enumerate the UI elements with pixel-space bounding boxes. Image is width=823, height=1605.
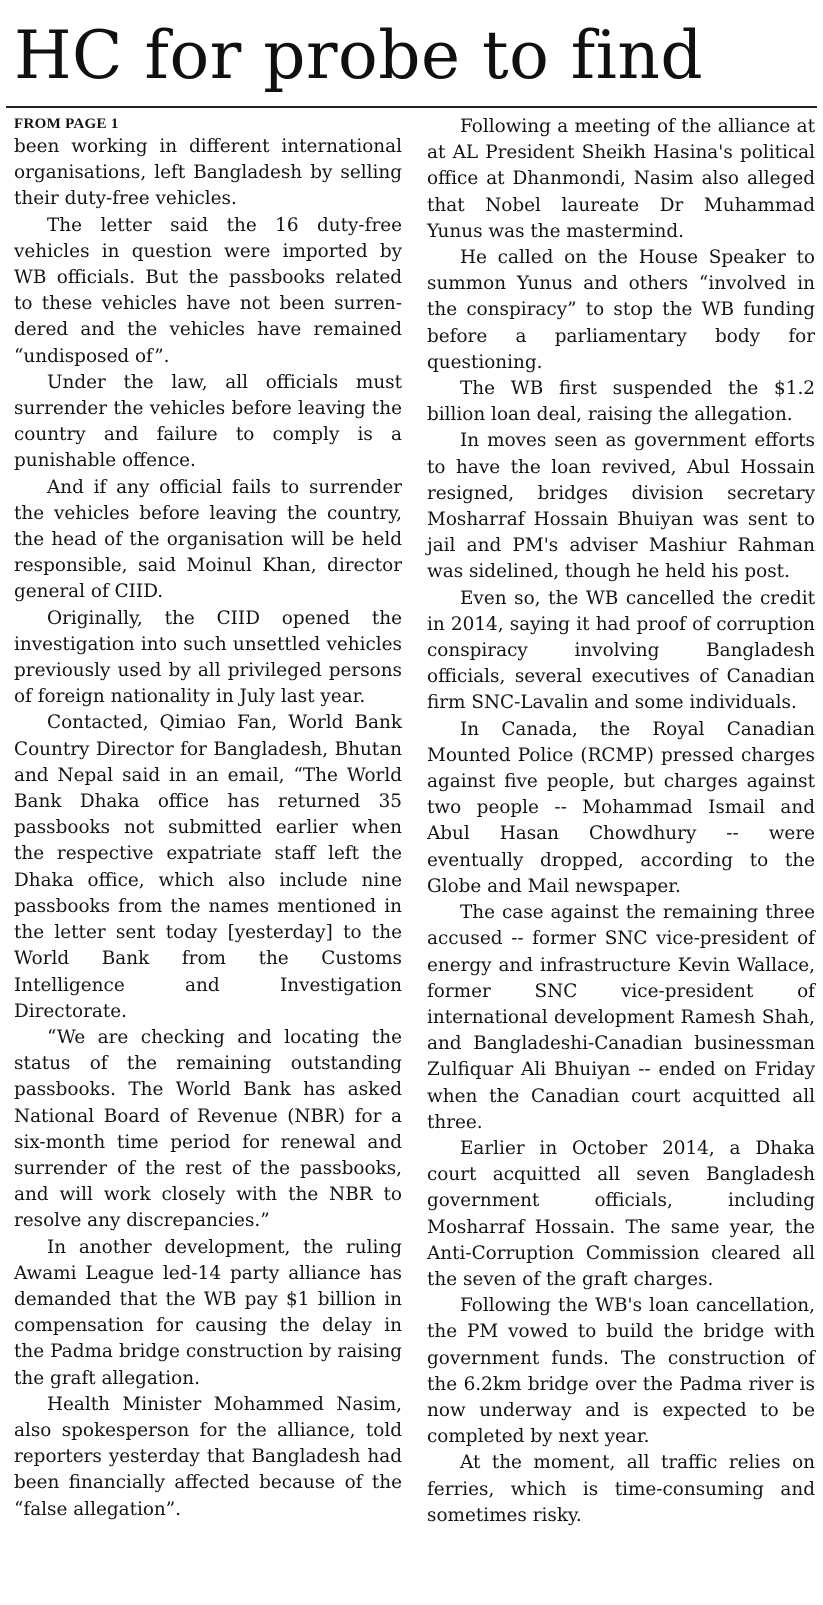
paragraph: Following a meeting of the alliance at at AL President Sheikh Hasina's political office at Dhanmondi, Nasim also alleged that Nobel laureate Dr Muhammad Yunus was the mastermind. [427,116,815,242]
paragraph: The letter said the 16 duty-free vehicles in question were imported by WB officials. But the passbooks related to these vehicles have not been surrendered and the vehicles have remained “undisposed of”. [14,214,402,367]
headline-rule [6,106,817,108]
paragraph: “We are checking and locating the status of the remaining outstanding passbooks. The World Bank has asked National Board of Revenue (NBR) for a six-month time period for renewal and surrender of the rest of the passbooks, and will work closely with the NBR to resolve any discrepancies.” [14,1026,402,1232]
column-left [14,114,402,1605]
paragraph: Originally, the CIID opened the investigation into such unsettled vehicles previously used by all privileged persons of foreign nationality in July last year. [14,607,402,708]
paragraph: In moves seen as government efforts to have the loan revived, Abul Hossain resigned, bridges division secretary Mosharraf Hossain Bhuiyan was sent to jail and PM's adviser Mashiur Rahman was sidelined, though he held his post. [427,430,815,583]
column-right [427,114,815,1605]
paragraph: At the moment, all traffic relies on ferries, which is time-consuming and sometimes risky. [427,1452,815,1526]
paragraph: In another development, the ruling Awami League led-14 party alliance has demanded that the WB pay $1 billion in compensation for causing the delay in the Padma bridge construction by raising the graft allegation. [14,1236,402,1389]
paragraph: He called on the House Speaker to summon Yunus and others “involved in the conspiracy” to stop the WB funding before a parliamentary body for questioning. [427,247,815,373]
paragraph: Earlier in October 2014, a Dhaka court acquitted all seven Bangladesh government officials, including Mosharraf Hossain. The same year, the Anti-Corruption Commission cleared all the seven of the graft charges. [427,1137,815,1290]
paragraph: And if any official fails to surrender the vehicles before leaving the country, the head of the organisation will be held responsible, said Moinul Khan, director general of CIID. [14,476,402,603]
paragraph: Health Minister Mohammed Nasim, also spokesperson for the alliance, told reporters yesterday that Bangladesh had been financially affected because of the “false allegation”. [14,1393,402,1520]
paragraph: Even so, the WB cancelled the credit in 2014, saying it had proof of corruption conspiracy involving Bangladesh officials, several executives of Canadian firm SNC-Lavalin and some individuals. [427,587,815,714]
paragraph: The case against the remaining three accused -- former SNC vice-president of energy and infrastructure Kevin Wallace, former SNC vice-president of international development Ramesh Shah, and Bangladeshi-Canadian businessman Zulfiquar Ali Bhuiyan -- ended on Friday when the Canadian court acquitted all three. [427,902,815,1133]
article-body [14,114,815,1605]
paragraph: Under the law, all officials must surrender the vehicles before leaving the country and failure to comply is a punishable offence. [14,371,402,472]
headline: HC for probe to find [14,17,704,94]
paragraph: The WB first suspended the $1.2 billion loan deal, raising the allegation. [427,378,815,426]
paragraph: Following the WB's loan cancellation, the PM vowed to build the bridge with government funds. The construction of the 6.2km bridge over the Padma river is now underway and is expected to be completed by next year. [427,1295,815,1448]
paragraph: Contacted, Qimiao Fan, World Bank Country Director for Bangladesh, Bhutan and Nepal said in an email, “The World Bank Dhaka office has returned 35 passbooks not submitted earlier when the respective expatriate staff left the Dhaka office, which also include nine passbooks from the names mentioned in the letter sent today [yesterday] to the World Bank from the Customs Intelligence and Investigation Directorate. [14,712,402,1022]
from-page-kicker: FROM PAGE 1 [14,116,119,132]
paragraph: In Canada, the Royal Canadian Mounted Police (RCMP) pressed charges against five people, but charges against two people -- Mohammad Ismail and Abul Hasan Chowdhury -- were eventually dropped, according to the Globe and Mail newspaper. [427,718,815,897]
paragraph: been working in different international organisations, left Bangladesh by selling their duty-free vehicles. [14,136,402,210]
